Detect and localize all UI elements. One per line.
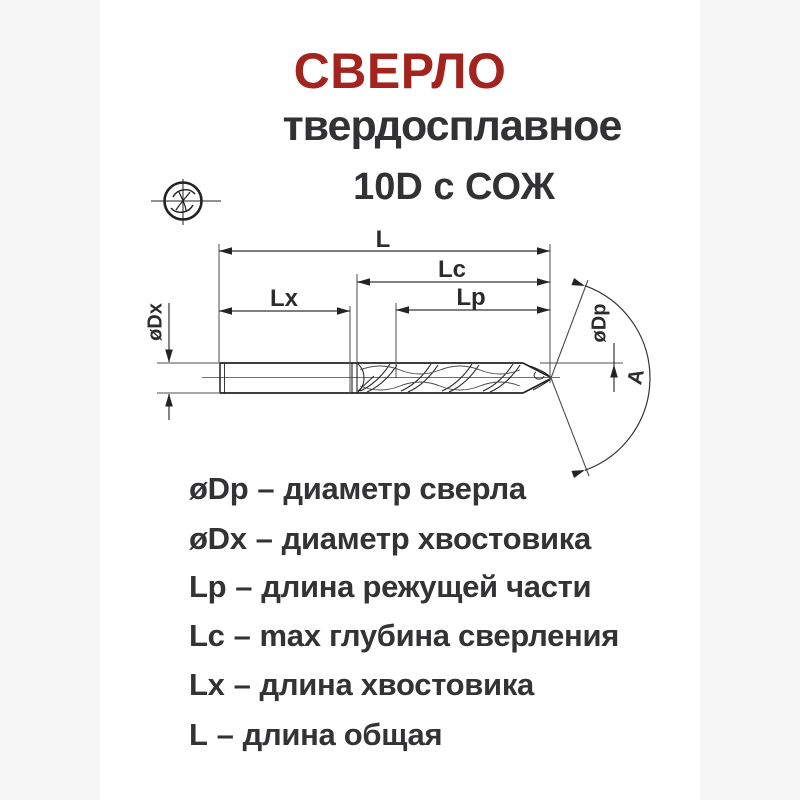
- legend-separator: –: [235, 569, 253, 604]
- legend-term: Lp: [189, 569, 227, 604]
- legend-term: Lx: [189, 667, 225, 702]
- legend-separator: –: [233, 667, 251, 702]
- legend-desc: длина общая: [242, 717, 443, 752]
- drill-front-view-icon: [151, 179, 221, 225]
- dimension-shank-length: [219, 285, 350, 315]
- legend-desc: диаметр хвостовика: [281, 521, 591, 556]
- label-L: L: [375, 226, 391, 253]
- page-title: СВЕРЛО: [293, 43, 507, 99]
- label-Dp: øDp: [588, 303, 611, 343]
- dimension-max-depth: [357, 256, 550, 286]
- drill-side-view: [202, 363, 560, 393]
- label-Lp: Lp: [456, 284, 486, 311]
- legend-term: L: [189, 717, 208, 752]
- legend-term: øDx: [189, 521, 247, 556]
- legend-item: [189, 620, 619, 651]
- legend-desc: max глубина сверления: [259, 618, 620, 653]
- legend-desc: длина режущей части: [261, 569, 592, 604]
- legend-desc: длина хвостовика: [259, 667, 534, 702]
- variant-label: 10D с СОЖ: [353, 166, 555, 208]
- dimension-cutting-length: [396, 284, 550, 314]
- label-A: A: [623, 366, 649, 387]
- legend-item: [189, 473, 526, 504]
- legend-term: øDp: [189, 471, 249, 506]
- dimension-shank-diameter: [144, 303, 173, 420]
- label-Dx: øDx: [144, 303, 167, 341]
- legend-item: [189, 719, 442, 750]
- legend-desc: диаметр сверла: [283, 471, 526, 506]
- legend-separator: –: [257, 471, 275, 506]
- legend-separator: –: [216, 717, 234, 752]
- legend-separator: –: [255, 521, 273, 556]
- extension-lines: [157, 244, 623, 393]
- page-subtitle: твердосплавное: [282, 102, 622, 150]
- label-Lc: Lc: [437, 256, 467, 283]
- legend-item: [189, 523, 591, 554]
- label-Lx: Lx: [269, 285, 299, 312]
- legend-item: [189, 669, 534, 700]
- legend-term: Lc: [189, 618, 225, 653]
- dimension-drill-diameter: [588, 304, 618, 392]
- legend-item: [189, 571, 591, 602]
- legend-separator: –: [233, 618, 251, 653]
- dimension-overall-length: [219, 226, 550, 255]
